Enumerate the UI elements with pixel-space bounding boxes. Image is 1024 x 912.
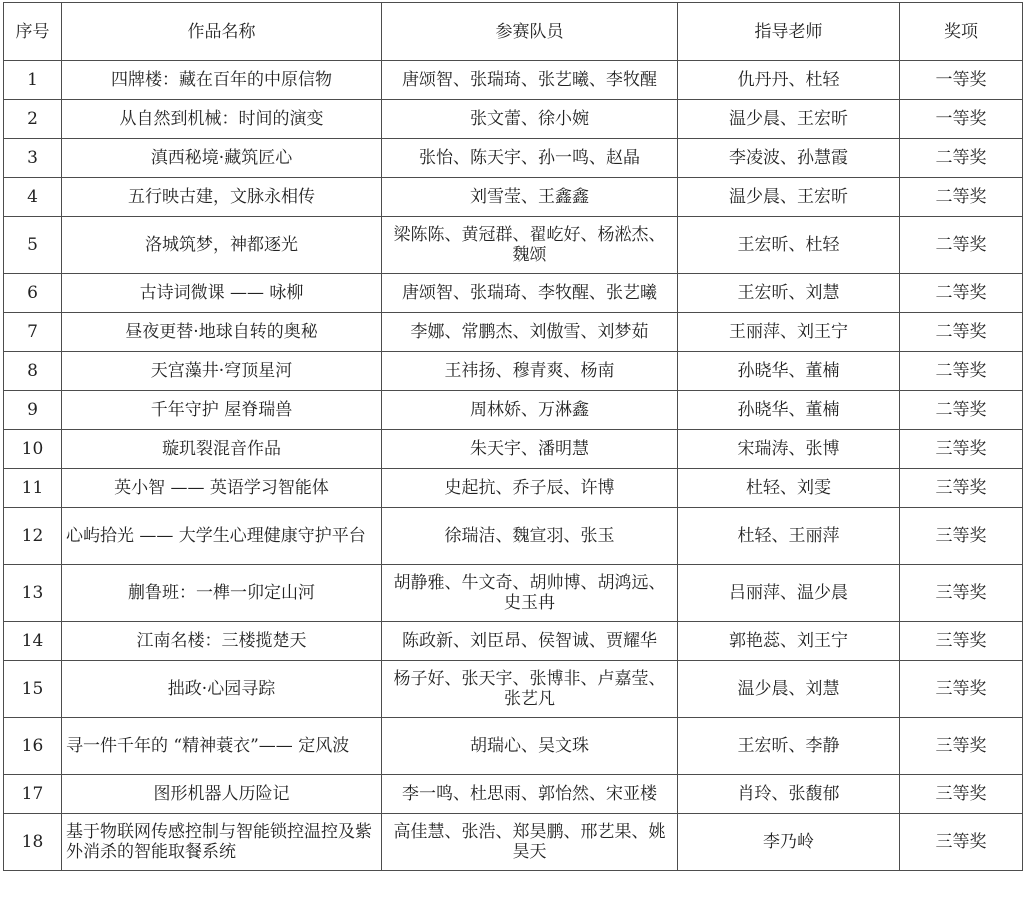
cell-members: 胡静雅、牛文奇、胡帅博、胡鸿远、史玉冉 [382,565,678,622]
cell-award: 二等奖 [900,391,1023,430]
cell-no: 8 [4,352,62,391]
cell-advisors: 肖玲、张馥郁 [678,775,900,814]
cell-advisors: 郭艳蕊、刘王宁 [678,622,900,661]
table-row [4,814,1023,871]
cell-no: 17 [4,775,62,814]
table-row [4,61,1023,100]
cell-award: 二等奖 [900,274,1023,313]
cell-advisors: 王丽萍、刘王宁 [678,313,900,352]
header-no: 序号 [4,3,62,61]
header-title: 作品名称 [62,3,382,61]
awards-table [3,2,1023,871]
cell-advisors: 温少晨、刘慧 [678,661,900,718]
cell-no: 18 [4,814,62,871]
cell-award: 二等奖 [900,217,1023,274]
cell-no: 5 [4,217,62,274]
cell-advisors: 王宏昕、刘慧 [678,274,900,313]
cell-title: 从自然到机械：时间的演变 [62,100,382,139]
cell-award: 三等奖 [900,661,1023,718]
cell-no: 9 [4,391,62,430]
cell-members: 李娜、常鹏杰、刘傲雪、刘梦茹 [382,313,678,352]
cell-no: 7 [4,313,62,352]
cell-members: 陈政新、刘臣昂、侯智诚、贾耀华 [382,622,678,661]
cell-members: 周林娇、万淋鑫 [382,391,678,430]
table-row [4,718,1023,775]
cell-advisors: 杜轻、刘雯 [678,469,900,508]
cell-advisors: 李乃岭 [678,814,900,871]
cell-members: 唐颂智、张瑞琦、张艺曦、李牧醒 [382,61,678,100]
cell-title: 天宫藻井·穹顶星河 [62,352,382,391]
cell-award: 三等奖 [900,469,1023,508]
cell-award: 二等奖 [900,313,1023,352]
cell-award: 一等奖 [900,61,1023,100]
cell-title: 图形机器人历险记 [62,775,382,814]
cell-title: 基于物联网传感控制与智能锁控温控及紫外消杀的智能取餐系统 [62,814,382,871]
cell-advisors: 孙晓华、董楠 [678,391,900,430]
cell-advisors: 王宏昕、杜轻 [678,217,900,274]
table-row [4,100,1023,139]
table-row [4,469,1023,508]
cell-no: 13 [4,565,62,622]
cell-members: 刘雪莹、王鑫鑫 [382,178,678,217]
table-row [4,565,1023,622]
cell-award: 三等奖 [900,718,1023,775]
cell-award: 三等奖 [900,775,1023,814]
cell-no: 10 [4,430,62,469]
cell-title: 寻一件千年的 “精神蓑衣”—— 定风波 [62,718,382,775]
cell-members: 张怡、陈天宇、孙一鸣、赵晶 [382,139,678,178]
table-row [4,430,1023,469]
cell-award: 二等奖 [900,178,1023,217]
cell-title: 蒯鲁班：一榫一卯定山河 [62,565,382,622]
table-row [4,391,1023,430]
cell-no: 6 [4,274,62,313]
cell-no: 1 [4,61,62,100]
cell-award: 二等奖 [900,139,1023,178]
cell-members: 李一鸣、杜思雨、郭怡然、宋亚楼 [382,775,678,814]
cell-award: 三等奖 [900,814,1023,871]
cell-title: 江南名楼：三楼揽楚天 [62,622,382,661]
cell-title: 璇玑裂混音作品 [62,430,382,469]
cell-title: 滇西秘境·藏筑匠心 [62,139,382,178]
cell-award: 三等奖 [900,430,1023,469]
cell-advisors: 温少晨、王宏昕 [678,178,900,217]
cell-no: 16 [4,718,62,775]
cell-members: 张文蕾、徐小婉 [382,100,678,139]
cell-advisors: 王宏昕、李静 [678,718,900,775]
cell-award: 二等奖 [900,352,1023,391]
cell-members: 史起抗、乔子辰、许博 [382,469,678,508]
header-advisors: 指导老师 [678,3,900,61]
cell-title: 心屿拾光 —— 大学生心理健康守护平台 [62,508,382,565]
cell-no: 4 [4,178,62,217]
cell-no: 12 [4,508,62,565]
table-row [4,217,1023,274]
cell-no: 15 [4,661,62,718]
table-row [4,274,1023,313]
cell-members: 唐颂智、张瑞琦、李牧醒、张艺曦 [382,274,678,313]
cell-no: 2 [4,100,62,139]
cell-title: 五行映古建，文脉永相传 [62,178,382,217]
cell-advisors: 温少晨、王宏昕 [678,100,900,139]
cell-advisors: 杜轻、王丽萍 [678,508,900,565]
header-members: 参赛队员 [382,3,678,61]
cell-award: 三等奖 [900,565,1023,622]
cell-members: 杨子好、张天宇、张博非、卢嘉莹、张艺凡 [382,661,678,718]
cell-members: 胡瑞心、吴文珠 [382,718,678,775]
cell-advisors: 孙晓华、董楠 [678,352,900,391]
table-row [4,508,1023,565]
cell-no: 3 [4,139,62,178]
cell-award: 一等奖 [900,100,1023,139]
table-row [4,622,1023,661]
cell-title: 英小智 —— 英语学习智能体 [62,469,382,508]
cell-title: 千年守护 屋脊瑞兽 [62,391,382,430]
table-row [4,139,1023,178]
cell-members: 徐瑞洁、魏宣羽、张玉 [382,508,678,565]
cell-members: 梁陈陈、黄冠群、翟屹好、杨淞杰、魏颂 [382,217,678,274]
cell-advisors: 吕丽萍、温少晨 [678,565,900,622]
header-award: 奖项 [900,3,1023,61]
cell-title: 四牌楼：藏在百年的中原信物 [62,61,382,100]
cell-title: 昼夜更替·地球自转的奥秘 [62,313,382,352]
cell-advisors: 宋瑞涛、张博 [678,430,900,469]
cell-award: 三等奖 [900,508,1023,565]
table-row [4,313,1023,352]
cell-no: 11 [4,469,62,508]
cell-award: 三等奖 [900,622,1023,661]
cell-members: 高佳慧、张浩、郑昊鹏、邢艺果、姚昊天 [382,814,678,871]
table-header-row [4,3,1023,61]
cell-advisors: 李凌波、孙慧霞 [678,139,900,178]
table-row [4,352,1023,391]
cell-title: 拙政·心园寻踪 [62,661,382,718]
cell-title: 古诗词微课 —— 咏柳 [62,274,382,313]
cell-title: 洛城筑梦，神都逐光 [62,217,382,274]
table-row [4,661,1023,718]
cell-members: 朱天宇、潘明慧 [382,430,678,469]
table-row [4,178,1023,217]
cell-members: 王祎扬、穆青爽、杨南 [382,352,678,391]
cell-no: 14 [4,622,62,661]
table-row [4,775,1023,814]
cell-advisors: 仇丹丹、杜轻 [678,61,900,100]
